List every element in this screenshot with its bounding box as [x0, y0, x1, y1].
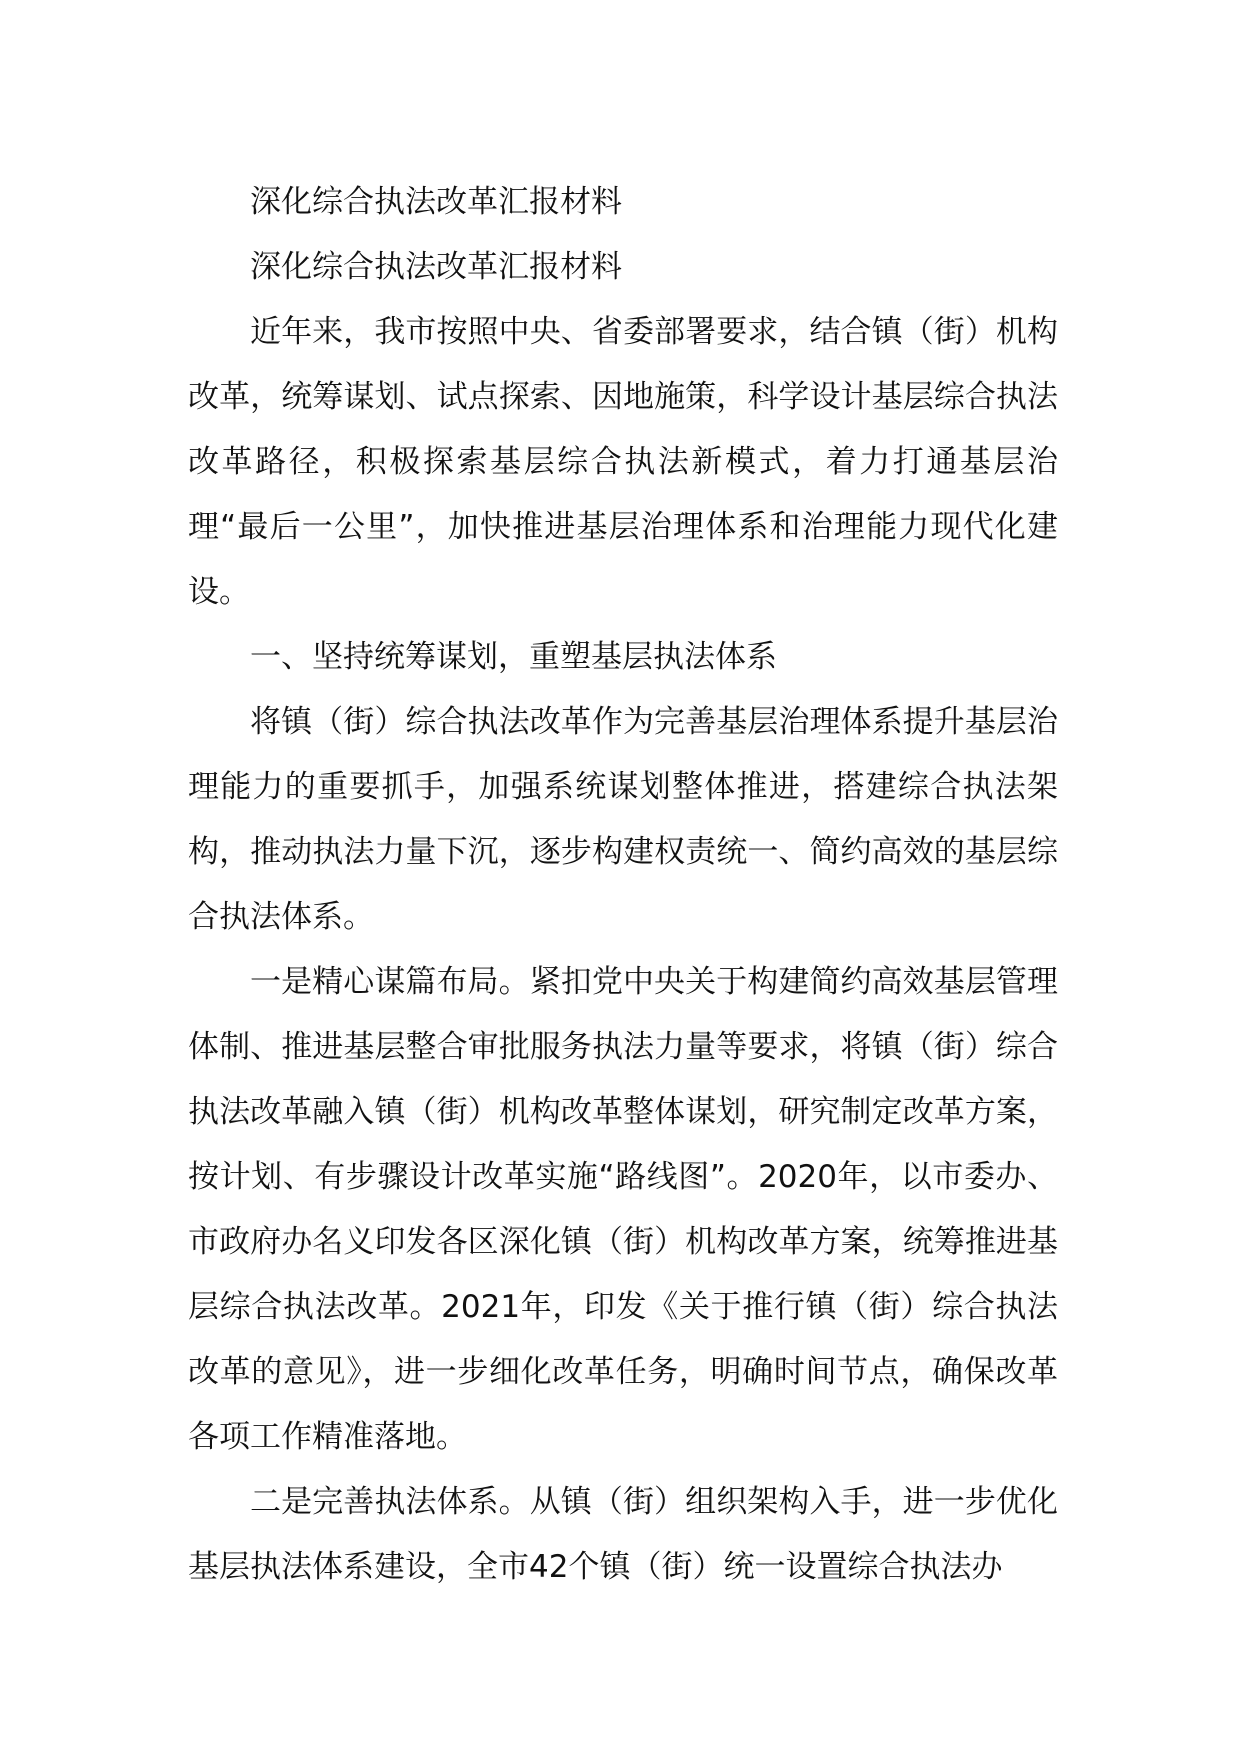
- document-body: [188, 170, 1058, 1600]
- section-paragraph: 将镇（街）综合执法改革作为完善基层治理体系提升基层治理能力的重要抓手，加强系统谋划整体推进，搭建综合执法架构，推动执法力量下沉，逐步构建权责统一、简约高效的基层综合执法体系。: [188, 704, 1058, 935]
- intro-paragraph: 近年来，我市按照中央、省委部署要求，结合镇（街）机构改革，统筹谋划、试点探索、因地施策，科学设计基层综合执法改革路径，积极探索基层综合执法新模式，着力打通基层治理“最后一公里”，加快推进基层治理体系和治理能力现代化建设。: [188, 314, 1058, 610]
- section-heading: 一、坚持统筹谋划，重塑基层执法体系: [250, 639, 777, 675]
- point-two-paragraph: 二是完善执法体系。从镇（街）组织架构入手，进一步优化基层执法体系建设，全市42个镇（街）统一设置综合执法办: [188, 1484, 1058, 1585]
- document-title: 深化综合执法改革汇报材料: [250, 184, 622, 220]
- document-subtitle: 深化综合执法改革汇报材料: [250, 249, 622, 285]
- point-one-paragraph: 一是精心谋篇布局。紧扣党中央关于构建简约高效基层管理体制、推进基层整合审批服务执法力量等要求，将镇（街）综合执法改革融入镇（街）机构改革整体谋划，研究制定改革方案，按计划、有步骤设计改革实施“路线图”。2020年，以市委办、市政府办名义印发各区深化镇（街）机构改革方案，统筹推进基层综合执法改革。2021年，印发《关于推行镇（街）综合执法改革的意见》，进一步细化改革任务，明确时间节点，确保改革各项工作精准落地。: [188, 964, 1058, 1455]
